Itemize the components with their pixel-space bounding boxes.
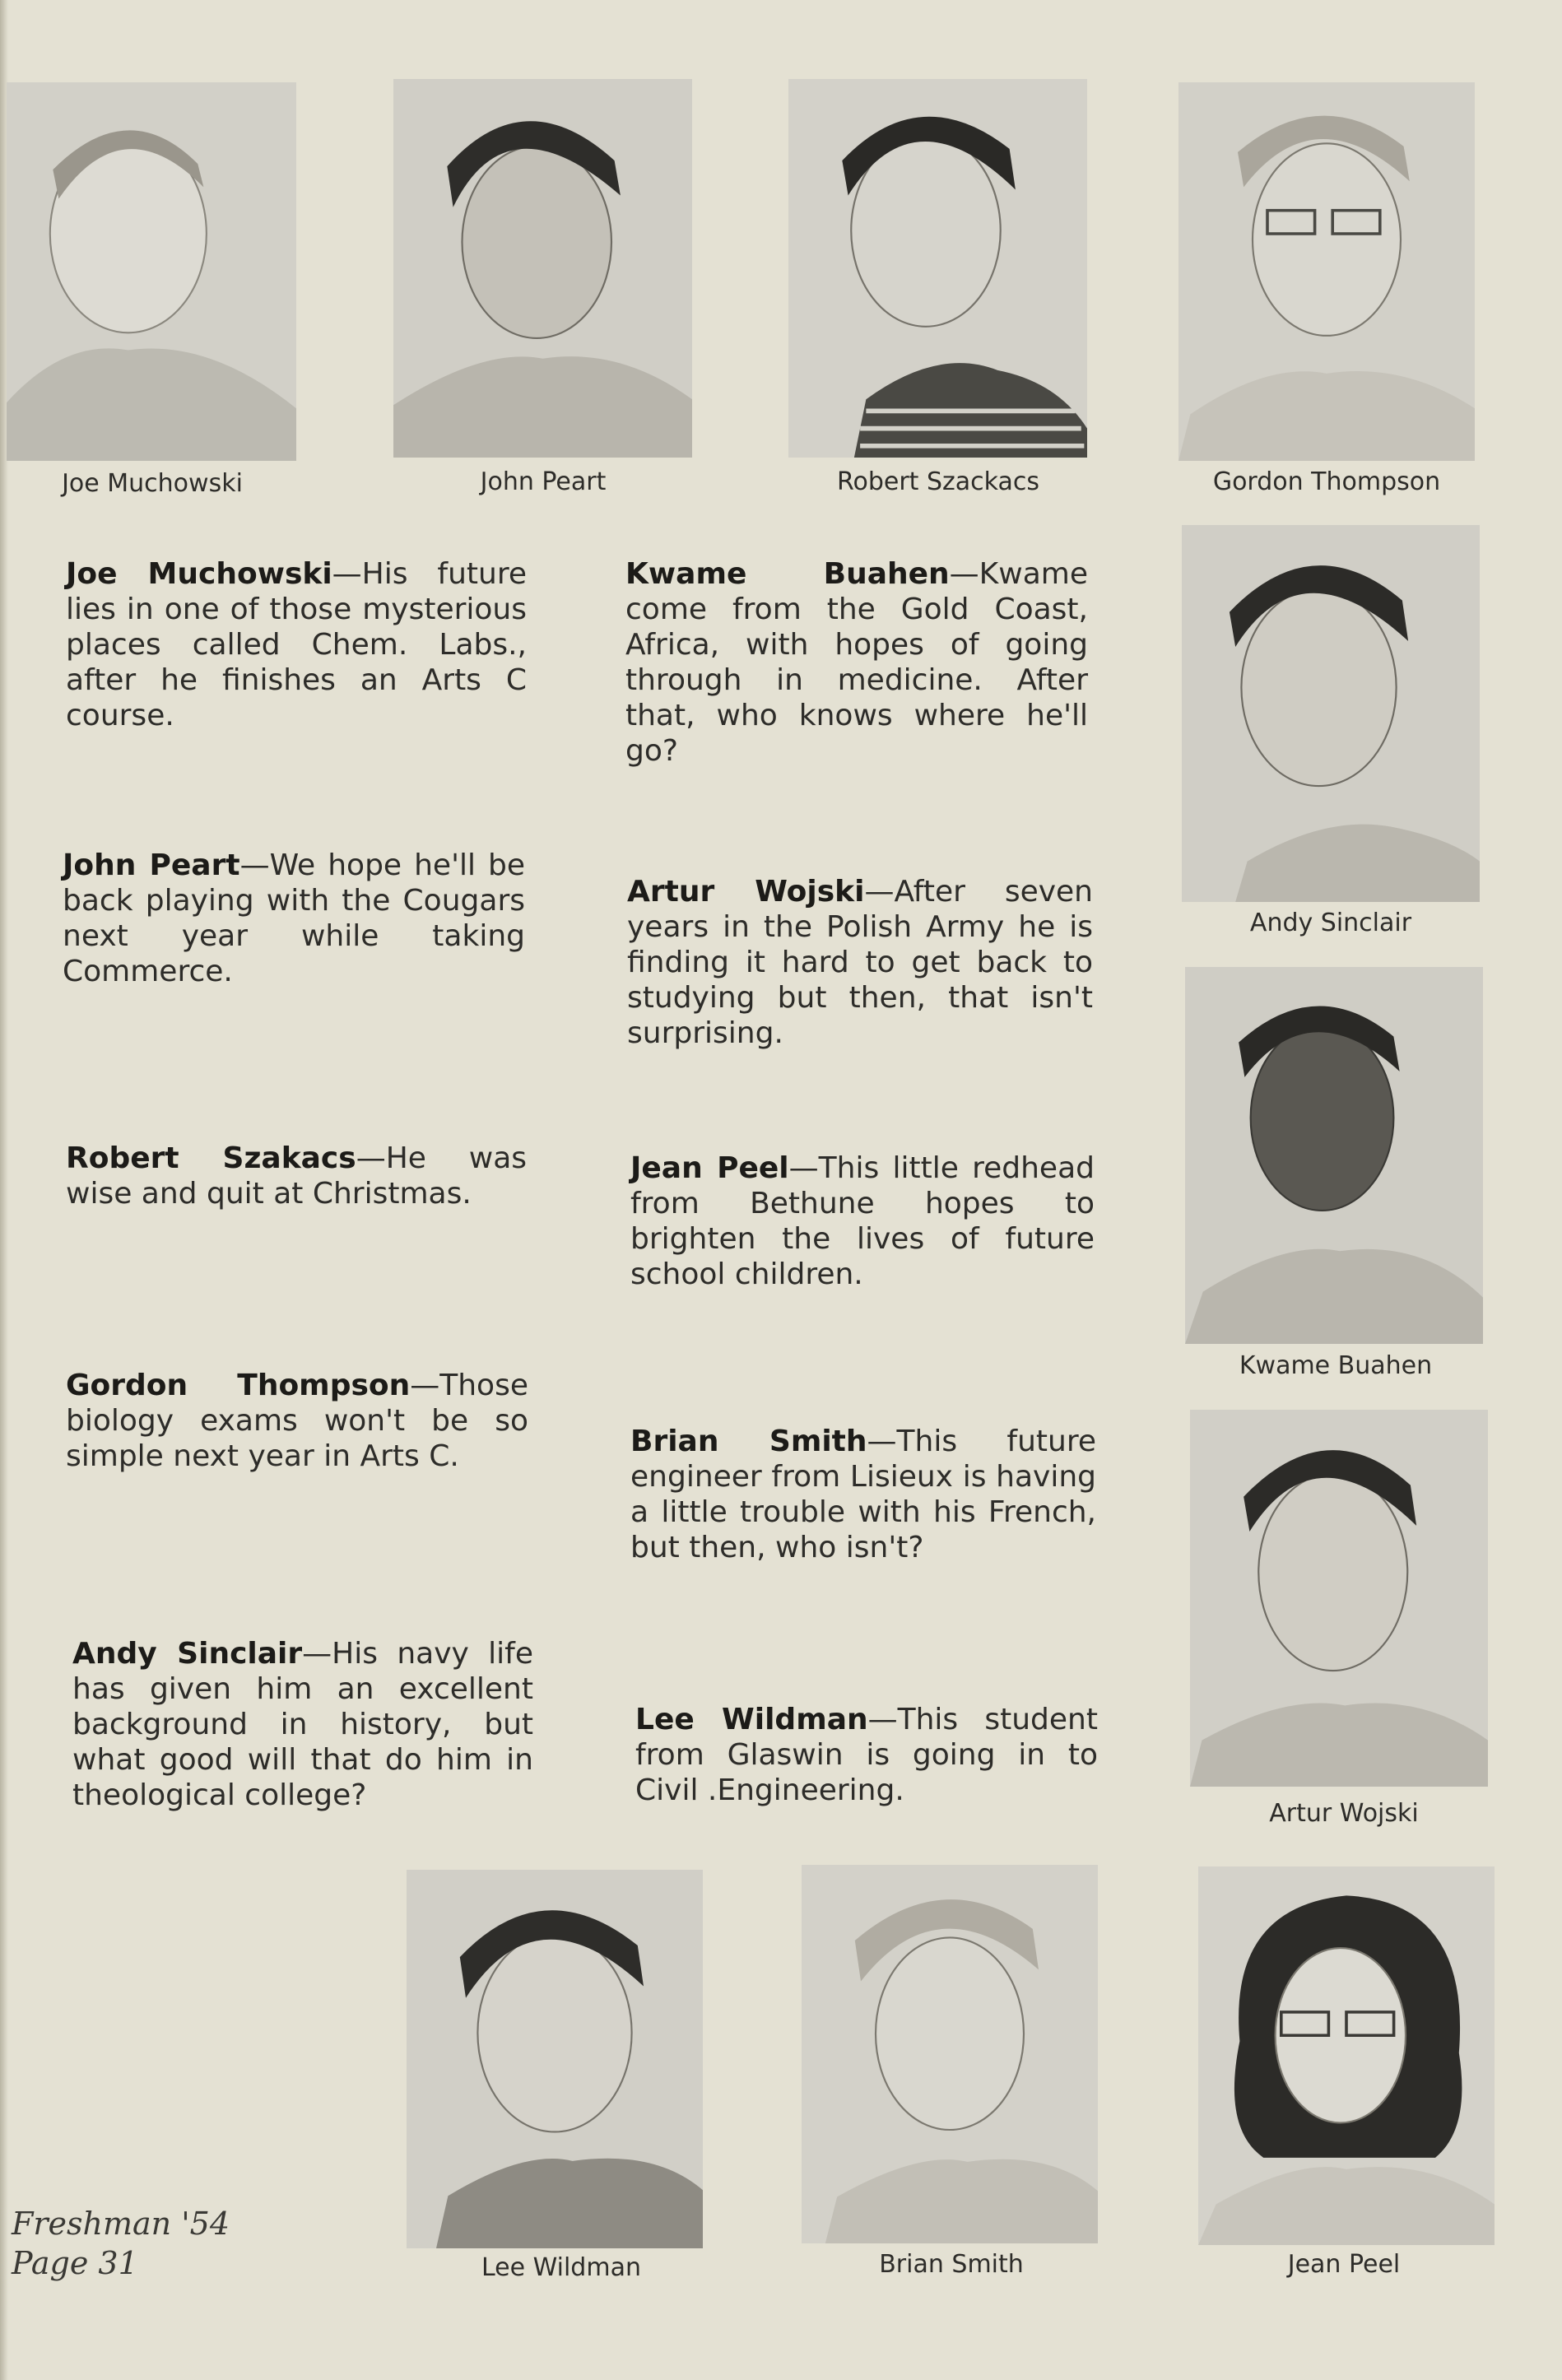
- bio-text: —His future lies in one of those mysterious places called Chem. Labs., after he finishes an Arts C course.: [66, 557, 527, 732]
- portrait-photo: [1190, 1410, 1488, 1787]
- student-bio: [625, 556, 1088, 769]
- bio-text: —This student from Glaswin is going in to Civil .Engineering.: [635, 1703, 1098, 1807]
- bio-text: —After seven years in the Polish Army he is finding it hard to get back to studying but then, that isn't surprising.: [627, 875, 1093, 1050]
- student-bio: [630, 1424, 1096, 1565]
- photo-caption: Andy Sinclair: [1249, 909, 1412, 937]
- student-bio: [630, 1150, 1095, 1292]
- photo-caption: Joe Muchowski: [62, 469, 243, 498]
- student-name: Robert Szakacs: [66, 1141, 356, 1175]
- portrait-photo: [1182, 525, 1480, 902]
- student-bio: [66, 1141, 527, 1211]
- photo-caption: Brian Smith: [879, 2250, 1024, 2279]
- student-name: Artur Wojski: [627, 875, 865, 909]
- student-name: Kwame Buahen: [625, 557, 950, 591]
- portrait-photo: [788, 79, 1087, 458]
- page-number: Page 31: [12, 2245, 138, 2281]
- student-name: Joe Muchowski: [66, 557, 332, 591]
- student-bio: [635, 1702, 1098, 1808]
- photo-caption: Gordon Thompson: [1212, 467, 1441, 496]
- portrait-photo: [1198, 1866, 1495, 2245]
- photo-caption: John Peart: [480, 467, 607, 496]
- student-bio: [66, 1368, 528, 1474]
- student-bio: [627, 874, 1093, 1051]
- student-name: Brian Smith: [630, 1425, 867, 1458]
- student-name: Jean Peel: [630, 1151, 789, 1185]
- photo-caption: Lee Wildman: [481, 2253, 641, 2282]
- page-footer: [12, 2204, 230, 2283]
- bio-text: —We hope he'll be back playing with the Cougars next year while taking Commerce.: [63, 848, 525, 988]
- portrait-photo: [407, 1870, 703, 2248]
- bio-text: —This future engineer from Lisieux is having a little trouble with his French, but then, who isn't?: [630, 1425, 1097, 1564]
- student-name: Andy Sinclair: [72, 1637, 303, 1671]
- student-bio: [72, 1636, 533, 1813]
- yearbook-title: Freshman '54: [12, 2206, 230, 2242]
- portrait-photo: [1178, 82, 1475, 461]
- bio-text: —He was wise and quit at Christmas.: [66, 1141, 528, 1211]
- student-name: John Peart: [63, 848, 240, 882]
- student-bio: [63, 848, 525, 989]
- photo-caption: Robert Szackacs: [836, 467, 1039, 496]
- portrait-photo: [393, 79, 692, 458]
- portrait-photo: [1185, 967, 1483, 1344]
- photo-caption: Artur Wojski: [1269, 1799, 1419, 1828]
- student-name: Lee Wildman: [635, 1703, 868, 1736]
- portrait-photo: [802, 1865, 1098, 2243]
- photo-caption: Kwame Buahen: [1239, 1351, 1433, 1380]
- bio-text: —Kwame come from the Gold Coast, Africa, with hopes of going through in medicine. After that, who knows where he'll go?: [625, 557, 1088, 768]
- bio-text: —His navy life has given him an excellent background in history, but what good will that do him in theological college?: [72, 1637, 533, 1812]
- photo-caption: Jean Peel: [1287, 2250, 1401, 2279]
- student-bio: [66, 556, 527, 733]
- bio-text: —Those biology exams won't be so simple next year in Arts C.: [66, 1369, 528, 1473]
- bio-text: —This little redhead from Bethune hopes to brighten the lives of future school children.: [630, 1151, 1095, 1291]
- portrait-photo: [7, 82, 296, 461]
- student-name: Gordon Thompson: [66, 1369, 411, 1402]
